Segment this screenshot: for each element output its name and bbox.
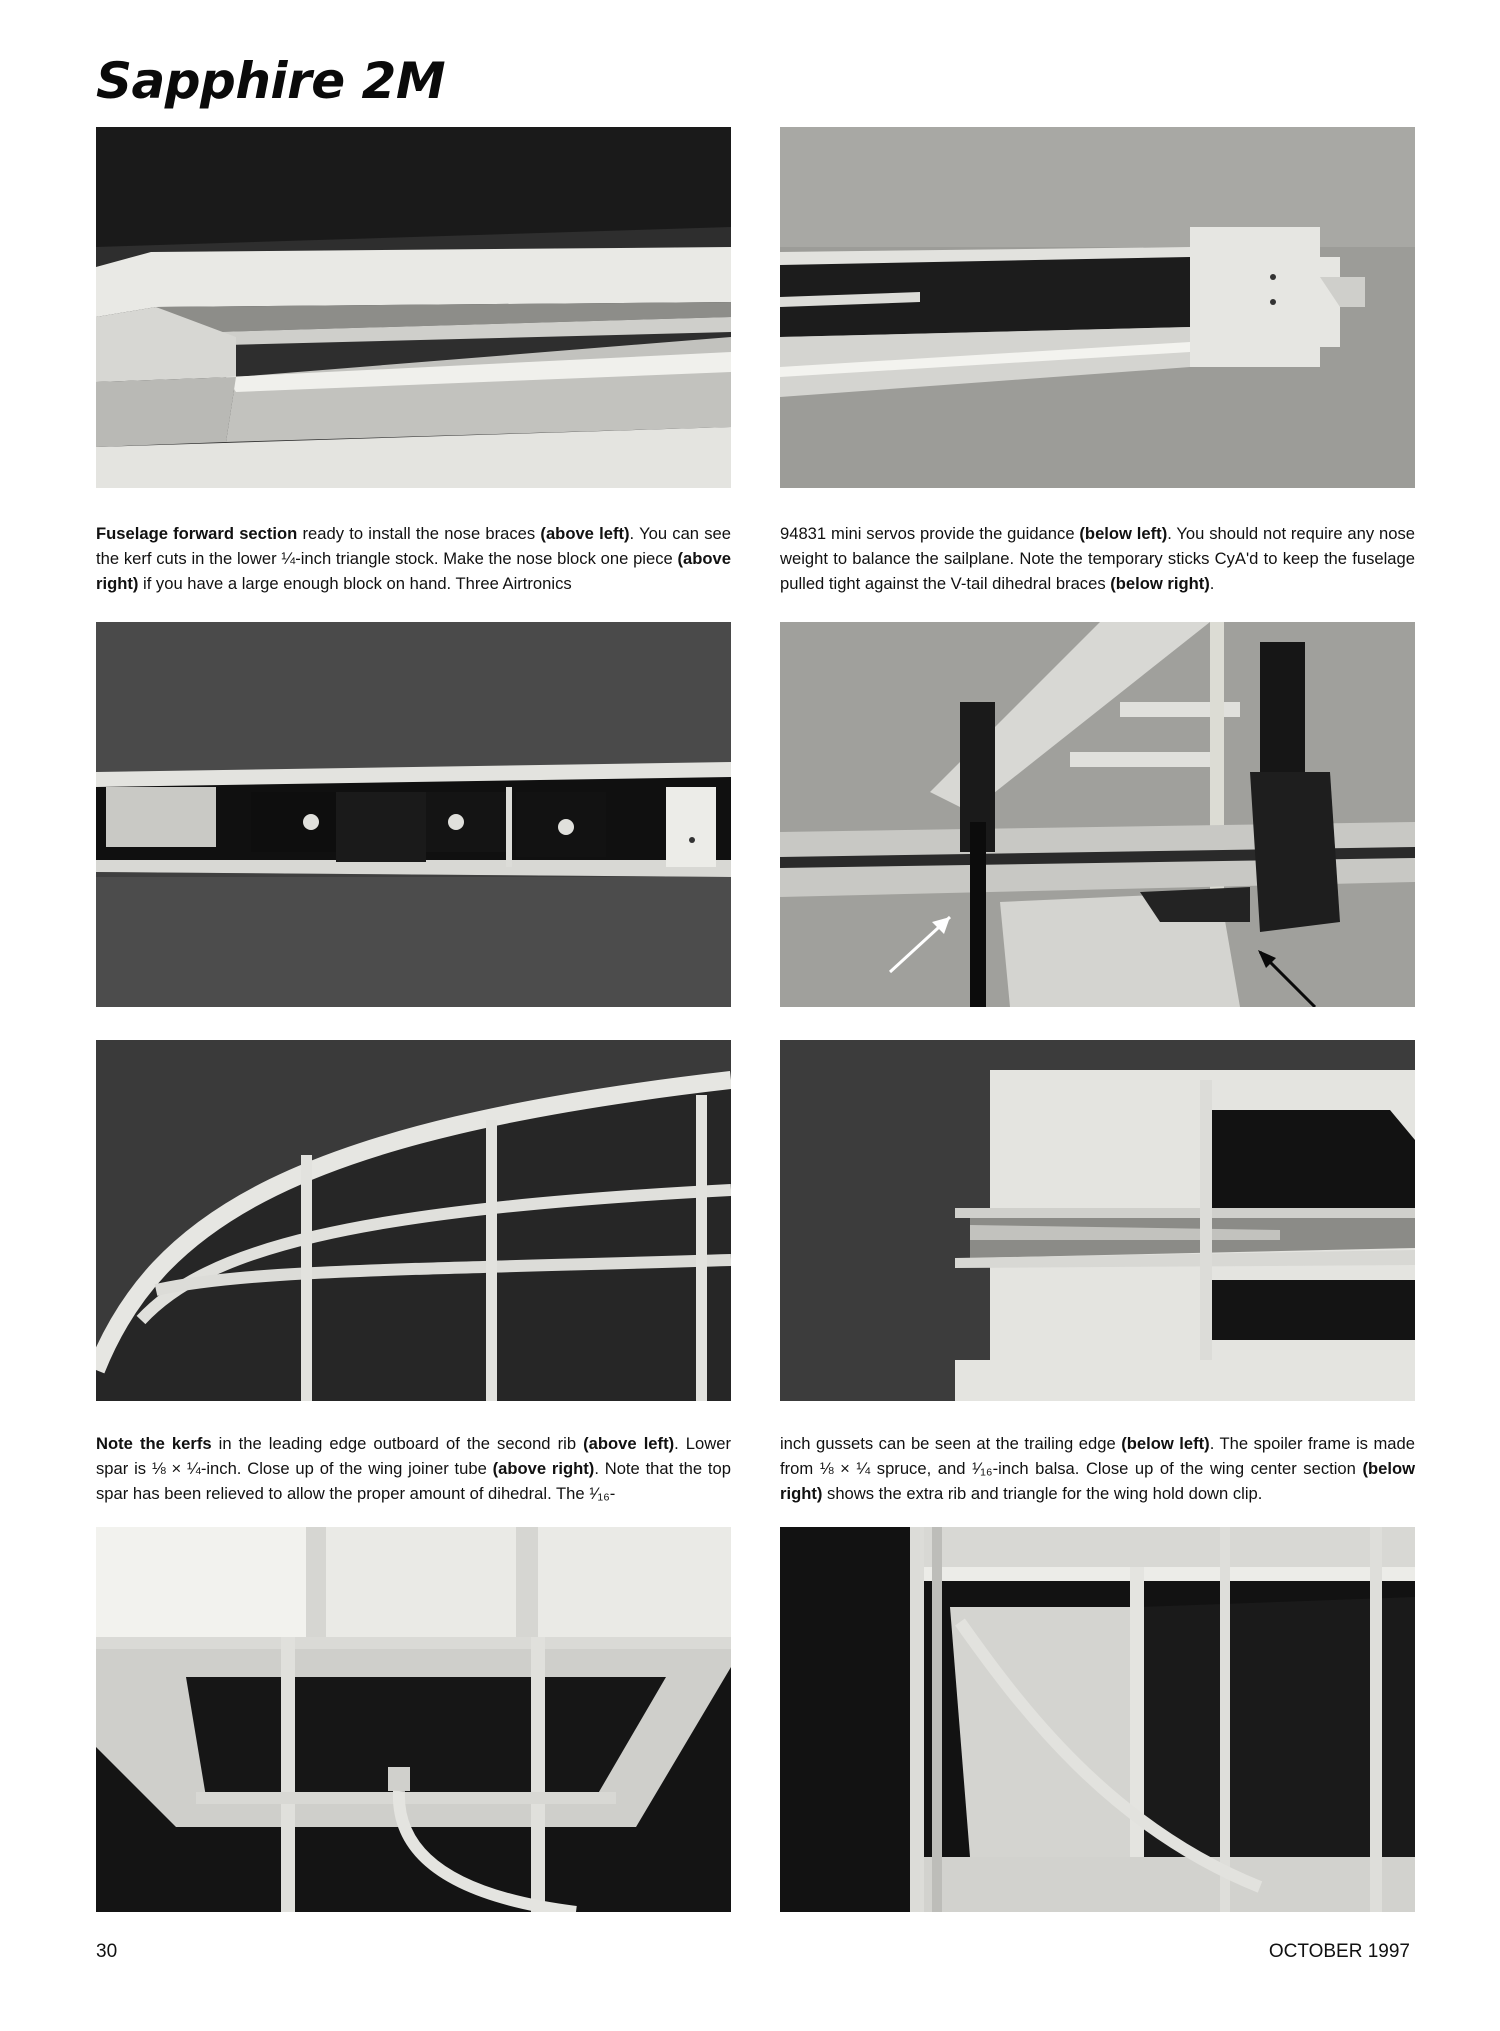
caption-run: Note the kerfs (96, 1434, 212, 1453)
caption-bottom-right (780, 1431, 1415, 1506)
photo-nose-block (780, 127, 1415, 488)
caption-run: . You should not require any nose weight to balance the sailplane. Note the temporary sticks CyA'd to keep the fuselage pulled tight against the V-tail dihedral braces (780, 524, 1415, 593)
caption-run: (below right) (780, 1459, 1415, 1503)
photo-wing-joiner-tube (780, 1040, 1415, 1401)
caption-run: . You can see the kerf cuts in the lower ¼-inch triangle stock. Make the nose block one piece (96, 524, 732, 568)
caption-run: shows the extra rib and triangle for the wing hold down clip. (822, 1484, 1263, 1503)
issue-date: OCTOBER 1997 (1268, 1941, 1410, 1962)
photo-leading-edge-kerfs (96, 1040, 731, 1401)
caption-run: ready to install the nose braces (297, 524, 541, 543)
caption-run: (below left) (1079, 524, 1168, 543)
caption-top-right (780, 521, 1415, 596)
caption-run: (above left) (583, 1434, 675, 1453)
photo-mini-servos (96, 622, 731, 1007)
photo-fuselage-forward-section (96, 127, 731, 488)
caption-run: . Note that the top spar has been relieved to allow the proper amount of dihedral. The ¹⁄₁₆- (96, 1459, 731, 1503)
caption-run: . The spoiler frame is made from ⅛ × ¼ spruce, and ¹⁄₁₆-inch balsa. Close up of the wing center section (780, 1434, 1415, 1478)
caption-run: Fuselage forward section (96, 524, 298, 543)
photo-v-tail-braces (780, 622, 1415, 1007)
page-title: Sapphire 2M (96, 52, 446, 110)
caption-top-left (96, 521, 731, 596)
caption-run: (below left) (1121, 1434, 1210, 1453)
caption-run: 94831 mini servos provide the guidance (780, 524, 1080, 543)
caption-run: inch gussets can be seen at the trailing edge (780, 1434, 1122, 1453)
caption-run: if you have a large enough block on hand. Three Airtronics (138, 574, 572, 593)
photo-wing-center-section (780, 1527, 1415, 1912)
caption-run: (above right) (492, 1459, 595, 1478)
caption-run: (above right) (96, 549, 731, 593)
photo-spoiler-frame (96, 1527, 731, 1912)
caption-run: . (1209, 574, 1215, 593)
caption-bottom-left (96, 1431, 731, 1506)
page-number: 30 (96, 1941, 118, 1962)
caption-run: . Lower spar is ⅛ × ¼-inch. Close up of the wing joiner tube (96, 1434, 732, 1478)
caption-run: (above left) (540, 524, 630, 543)
caption-run: (below right) (1110, 574, 1210, 593)
caption-run: in the leading edge outboard of the second rib (211, 1434, 584, 1453)
